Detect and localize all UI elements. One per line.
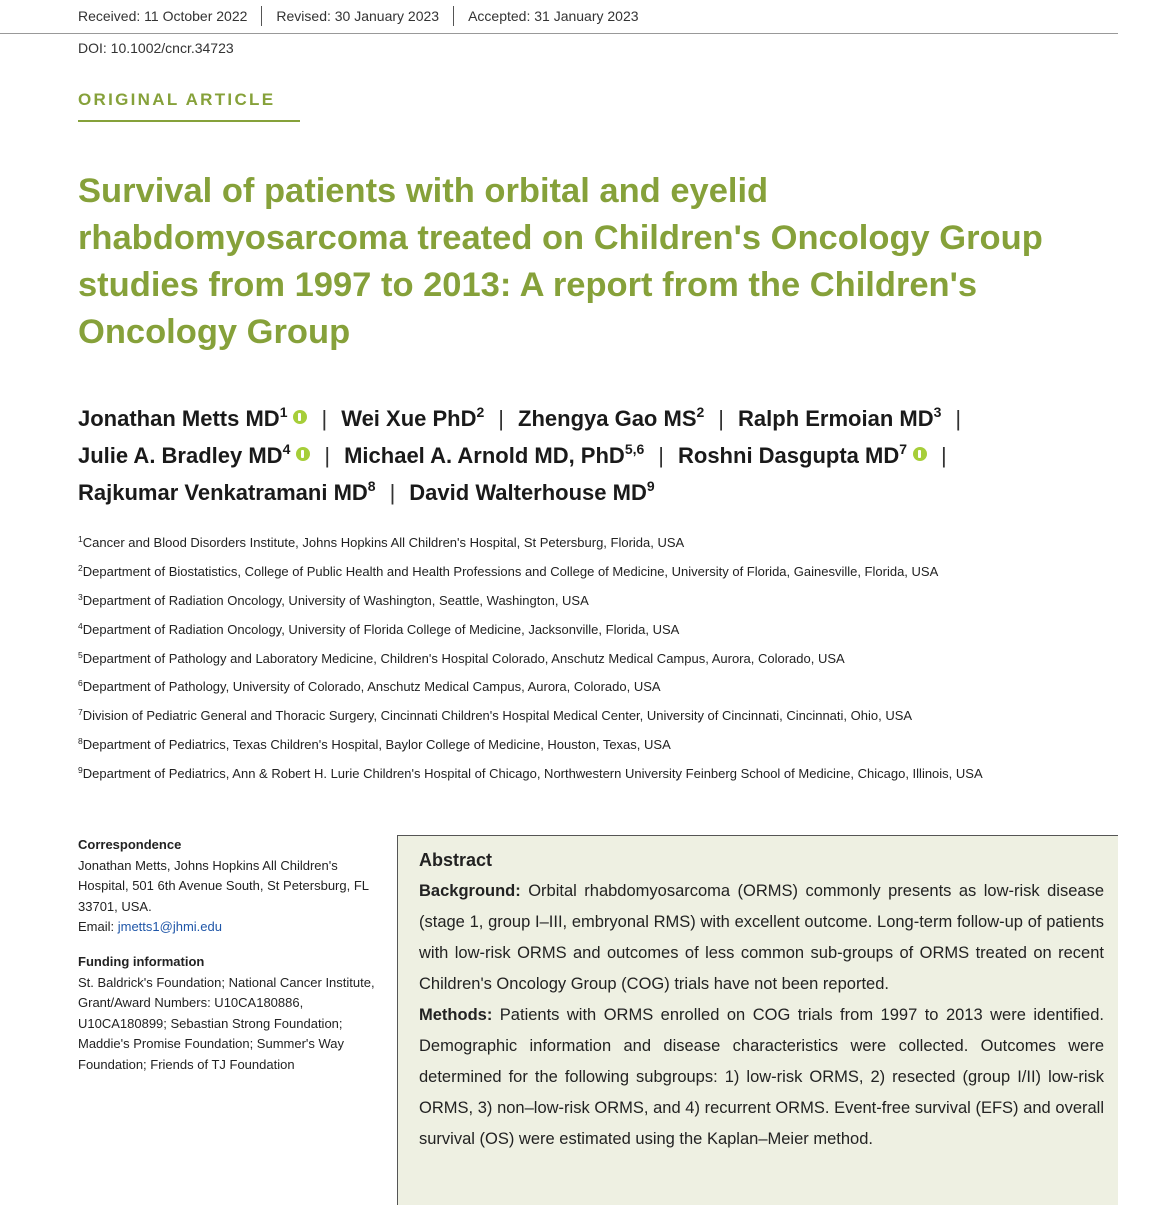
received-date: Received: 11 October 2022: [78, 8, 248, 24]
author-affiliation-ref: 2: [696, 404, 705, 420]
author-affiliation-ref: 4: [282, 441, 291, 457]
funding-text: St. Baldrick's Foundation; National Cancer Institute, Grant/Award Numbers: U10CA180886, U10CA180899; Sebastian Strong Foundation; Maddie's Promise Foundation; Summer's Way Foundation; Friends of TJ Foundation: [78, 974, 375, 1072]
author-line: [78, 474, 1138, 511]
methods-text: Patients with ORMS enrolled on COG trials from 1997 to 2013 were identified. Demographic information and disease characteristics were collected. Outcomes were determined for the following subgroups: 1) low-risk ORMS, 2) resected (group I/II) low-risk ORMS, 3) non–low-risk ORMS, and 4) recurrent ORMS. Event-free survival (EFS) and overall survival (OS) were estimated using the Kaplan–Meier method.: [419, 1006, 1104, 1148]
author-affiliation-ref: 2: [476, 404, 485, 420]
affiliation: [78, 648, 1138, 677]
author-name: Wei Xue PhD: [341, 406, 477, 431]
accepted-date: Accepted: 31 January 2023: [468, 8, 639, 24]
email-link[interactable]: jmetts1@jhmi.edu: [117, 919, 222, 935]
section-label: ORIGINAL ARTICLE: [78, 90, 276, 109]
author-separator: |: [324, 443, 331, 468]
affiliation: [78, 705, 1138, 734]
orcid-icon[interactable]: [296, 447, 310, 461]
affiliation-number: 1: [78, 534, 83, 544]
affiliation: [78, 676, 1138, 705]
author-name: Michael A. Arnold MD, PhD: [344, 443, 625, 468]
author-affiliation-ref: 9: [646, 478, 655, 494]
article-title: Survival of patients with orbital and eyelid rhabdomyosarcoma treated on Children's Oncology Group studies from 1997 to 2013: A report from the Children's Oncology Group: [78, 172, 1043, 351]
date-separator: [261, 6, 262, 26]
affiliation: [78, 532, 1138, 561]
author[interactable]: [344, 443, 644, 468]
affiliation-number: 2: [78, 562, 83, 573]
affiliation-number: 6: [78, 678, 83, 689]
affiliation-text: Department of Pediatrics, Ann & Robert H. Lurie Children's Hospital of Chicago, Northwestern University Feinberg School of Medicine, Chicago, Illinois, USA: [82, 766, 983, 782]
affiliation-number: 5: [78, 649, 83, 660]
author-separator: |: [321, 406, 328, 431]
orcid-icon[interactable]: [293, 410, 307, 424]
author-separator: |: [389, 480, 396, 505]
abstract-background: [419, 876, 1104, 1000]
article-dates: [78, 6, 639, 26]
affiliation-text: Department of Pathology, University of Colorado, Anschutz Medical Campus, Aurora, Colorado, USA: [82, 679, 661, 695]
author[interactable]: [78, 443, 310, 468]
revised-date: Revised: 30 January 2023: [276, 8, 440, 24]
affiliation-number: 4: [78, 620, 83, 631]
abstract-box: [397, 835, 1118, 1205]
affiliation-number: 9: [78, 765, 83, 776]
abstract-content: [419, 846, 1104, 1155]
affiliation-text: Department of Radiation Oncology, University of Washington, Seattle, Washington, USA: [82, 592, 589, 608]
author-list: [78, 400, 1138, 511]
date-separator: [453, 6, 454, 26]
affiliation-text: Department of Biostatistics, College of Public Health and Health Professions and College of Medicine, University of Florida, Gainesville, Florida, USA: [82, 563, 939, 579]
author-line: [78, 400, 1138, 437]
funding-block: [78, 952, 378, 1076]
author-name: Jonathan Metts MD: [78, 406, 280, 431]
author-separator: |: [498, 406, 505, 431]
author-name: David Walterhouse MD: [409, 480, 647, 505]
affiliation-list: [78, 532, 1138, 792]
author-affiliation-ref: 3: [933, 404, 942, 420]
author-name: Zhengya Gao MS: [518, 406, 697, 431]
author[interactable]: [409, 480, 654, 505]
affiliation: [78, 561, 1138, 590]
affiliation-text: Cancer and Blood Disorders Institute, Johns Hopkins All Children's Hospital, St Petersburg, Florida, USA: [82, 535, 685, 550]
affiliation: [78, 763, 1138, 792]
author-affiliation-ref: 8: [367, 478, 376, 494]
affiliation-text: Department of Radiation Oncology, University of Florida College of Medicine, Jacksonville, Florida, USA: [82, 621, 680, 637]
author-separator: |: [718, 406, 725, 431]
author-separator: |: [941, 443, 947, 468]
correspondence-email-line: [78, 917, 378, 938]
author-separator: |: [955, 406, 962, 431]
author[interactable]: [738, 406, 941, 431]
abstract-heading: Abstract: [419, 850, 493, 870]
affiliation: [78, 590, 1138, 619]
header-divider: [0, 33, 1118, 34]
orcid-icon[interactable]: [913, 447, 927, 461]
background-label: Background:: [419, 882, 521, 900]
affiliation: [78, 619, 1138, 648]
author-affiliation-ref: 5,6: [624, 441, 645, 457]
correspondence-heading: Correspondence: [78, 837, 182, 852]
affiliation-text: Department of Pathology and Laboratory Medicine, Children's Hospital Colorado, Anschutz Medical Campus, Aurora, Colorado, USA: [82, 650, 845, 666]
affiliation-number: 3: [78, 591, 83, 602]
author-name: Roshni Dasgupta MD: [678, 443, 900, 468]
correspondence-address: Jonathan Metts, Johns Hopkins All Children's Hospital, 501 6th Avenue South, St Petersburg, FL 33701, USA.: [78, 857, 369, 914]
background-text: Orbital rhabdomyosarcoma (ORMS) commonly presents as low-risk disease (stage 1, group I–III, embryonal RMS) with excellent outcome. Long-term follow-up of patients with low-risk ORMS and outcomes of less common sub-groups of ORMS treated on recent Children's Oncology Group (COG) trials have not been reported.: [419, 882, 1104, 993]
article-sidebar: [78, 835, 378, 1076]
methods-label: Methods:: [419, 1006, 493, 1024]
author[interactable]: [518, 406, 704, 431]
email-label: Email:: [78, 919, 118, 935]
author-name: Ralph Ermoian MD: [738, 406, 934, 431]
affiliation-text: Division of Pediatric General and Thoracic Surgery, Cincinnati Children's Hospital Medical Center, University of Cincinnati, Cincinnati, Ohio, USA: [82, 708, 913, 724]
author[interactable]: [341, 406, 484, 431]
affiliation-text: Department of Pediatrics, Texas Children's Hospital, Baylor College of Medicine, Houston, Texas, USA: [82, 737, 671, 753]
author-line: [78, 437, 1138, 474]
author[interactable]: [78, 480, 376, 505]
section-underline: [78, 120, 300, 122]
correspondence-block: [78, 835, 378, 938]
author-name: Rajkumar Venkatramani MD: [78, 480, 368, 505]
affiliation-number: 8: [78, 736, 83, 747]
author-affiliation-ref: 1: [279, 404, 288, 420]
doi[interactable]: DOI: 10.1002/cncr.34723: [78, 40, 234, 56]
author-name: Julie A. Bradley MD: [78, 443, 283, 468]
author[interactable]: [78, 406, 307, 431]
author-affiliation-ref: 7: [899, 441, 908, 457]
author-separator: |: [658, 443, 664, 468]
affiliation-number: 7: [78, 707, 83, 718]
author[interactable]: [678, 443, 927, 468]
abstract-methods: [419, 1000, 1104, 1155]
funding-heading: Funding information: [78, 953, 205, 969]
affiliation: [78, 734, 1138, 763]
